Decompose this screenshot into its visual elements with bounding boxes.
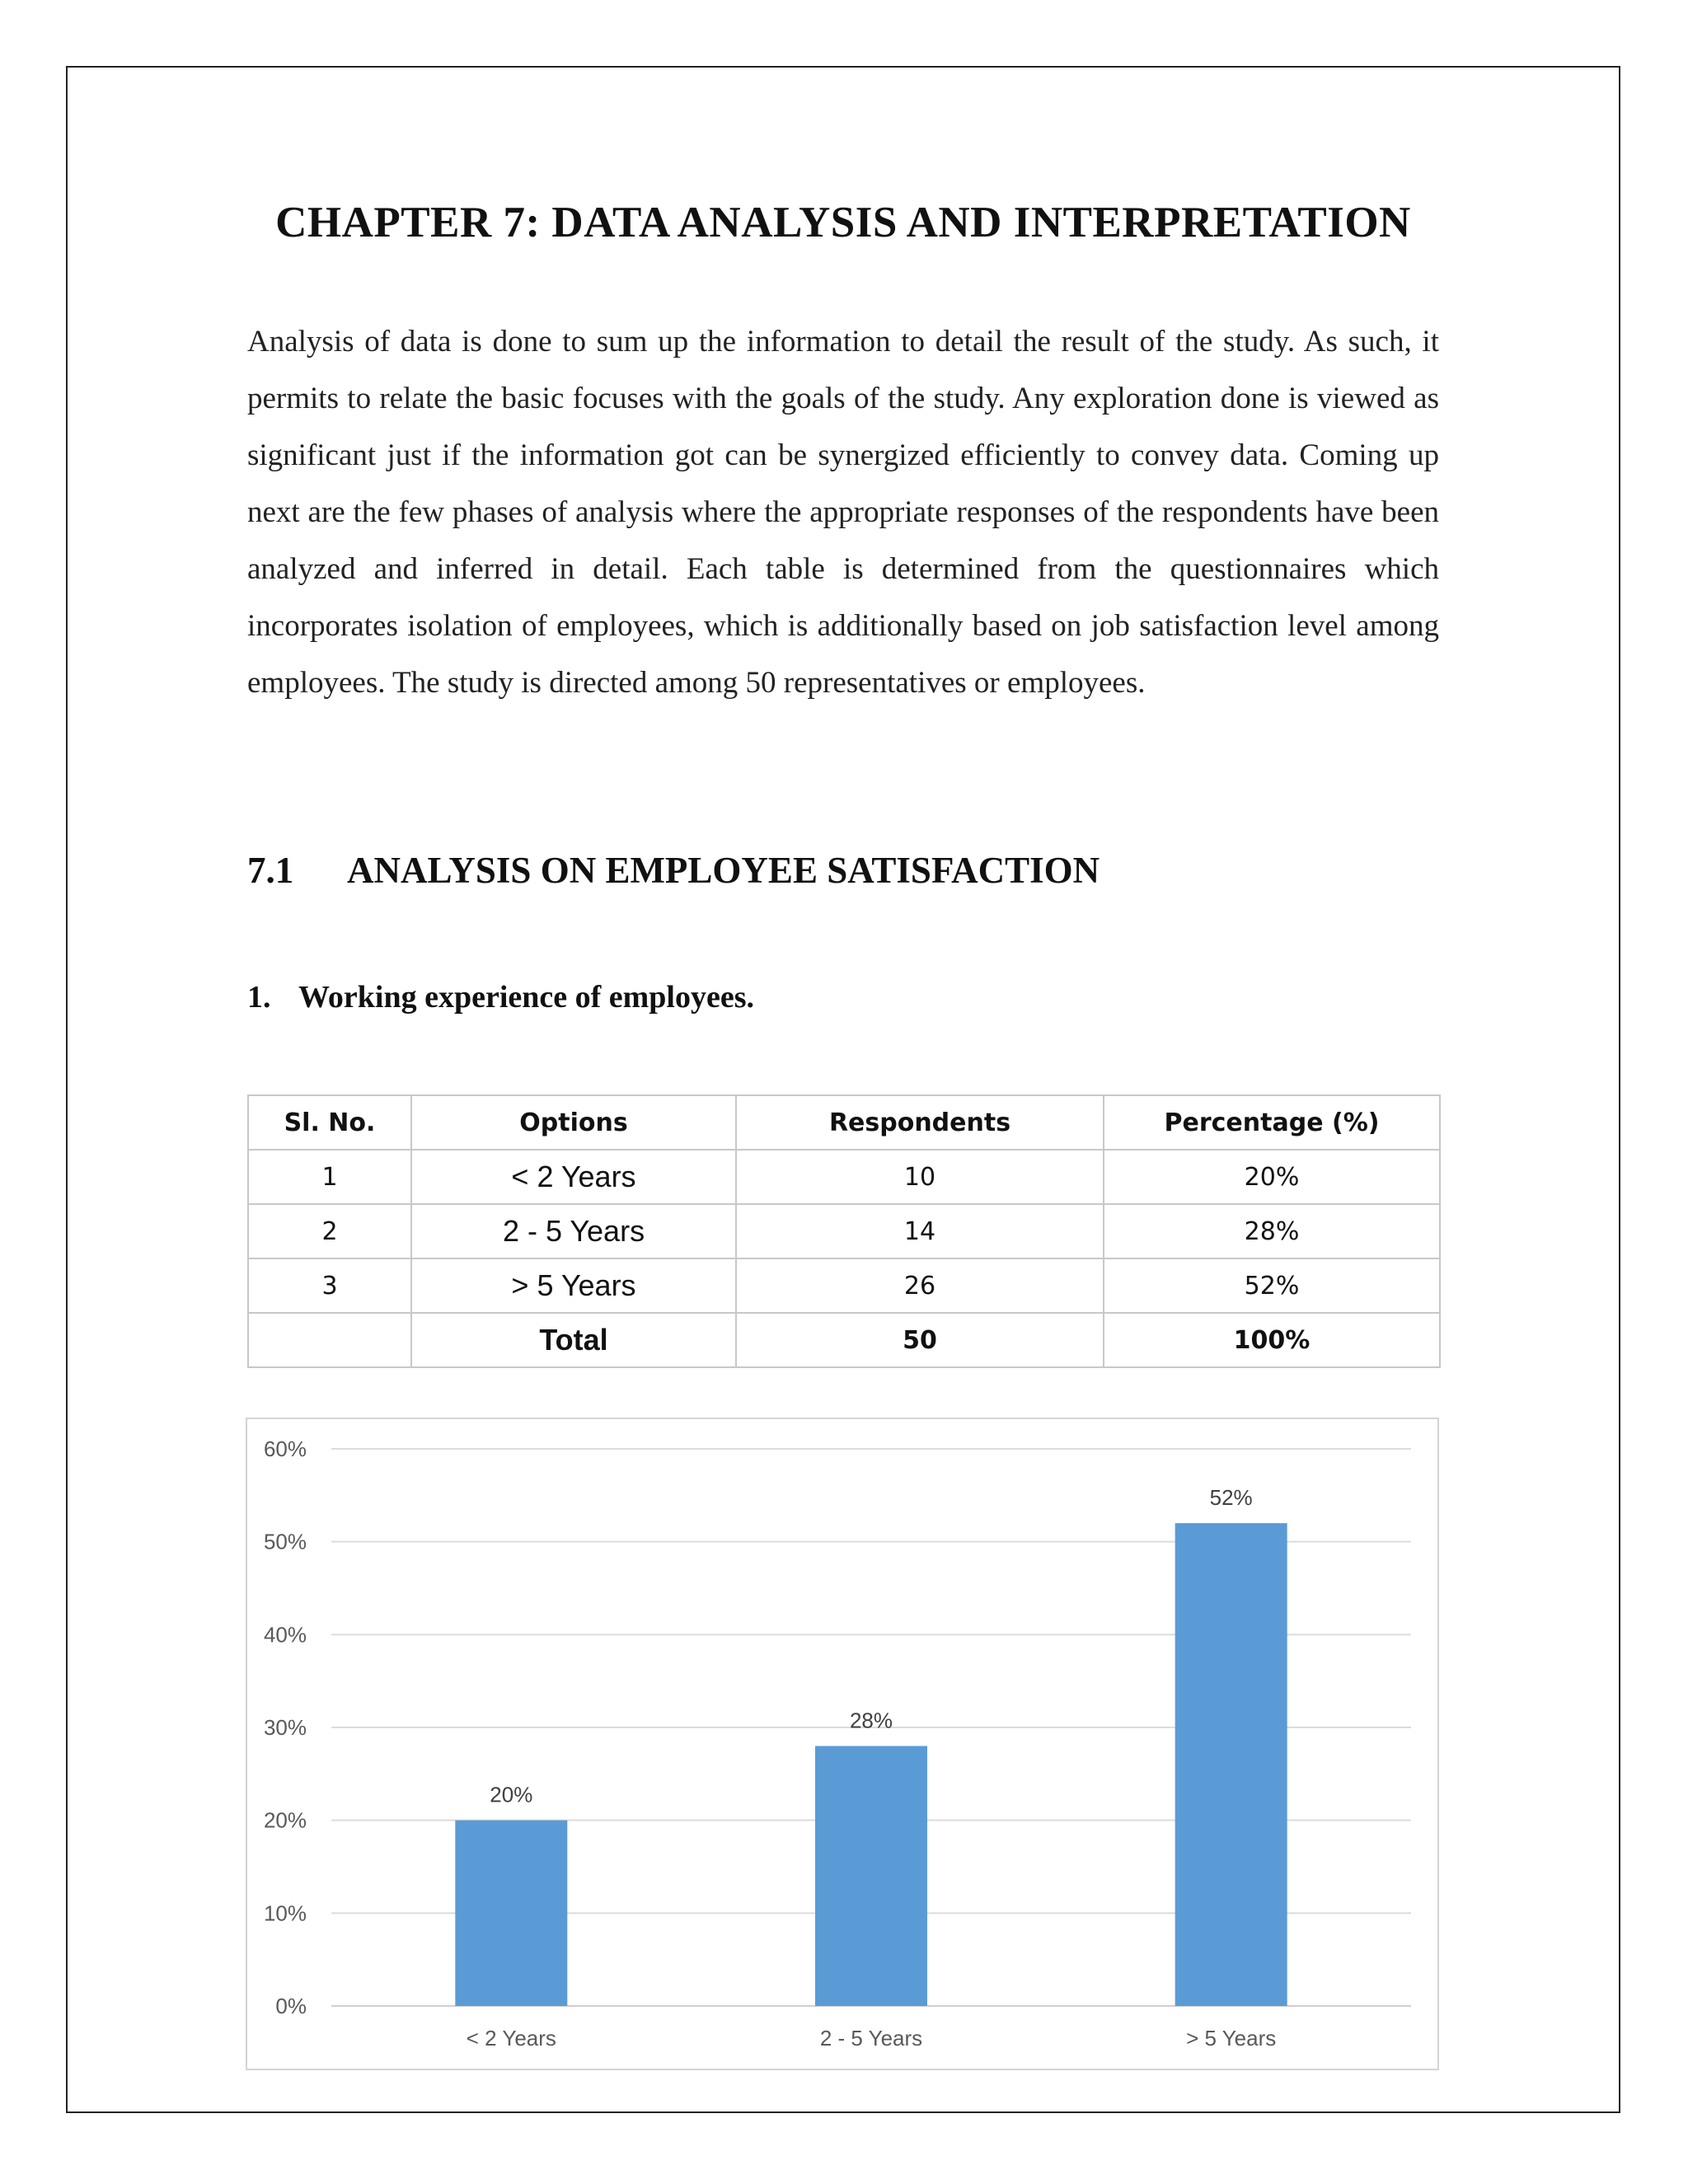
subsection-heading: [247, 979, 754, 1015]
bar: [815, 1746, 927, 2006]
intro-paragraph: Analysis of data is done to sum up the information to detail the result of the study. As such, it permits to relate the basic focuses with the goals of the study. Any exploration done is viewed as significant just if the information got can be synergized efficiently to convey data. Coming up next are the few phases of analysis where the appropriate responses of the respondents have been analyzed and inferred in detail. Each table is determined from the questionnaires which incorporates isolation of employees, which is additionally based on job satisfaction level among employees. The study is directed among 50 representatives or employees.: [247, 325, 1439, 700]
section-number: 7.1: [247, 850, 294, 891]
y-tick-label: 0%: [275, 1994, 307, 2018]
y-tick-label: 30%: [263, 1715, 307, 1740]
x-tick-label: > 5 Years: [1186, 2026, 1277, 2050]
table-cell: 3: [248, 1258, 411, 1313]
table-total-row: [248, 1313, 1440, 1367]
table-header-cell: Options: [411, 1095, 736, 1150]
table-cell: > 5 Years: [411, 1258, 736, 1313]
bar: [455, 1821, 567, 2006]
table-row: [248, 1258, 1440, 1313]
table-header-cell: Percentage (%): [1104, 1095, 1440, 1150]
table-cell: 20%: [1104, 1150, 1440, 1204]
table-row: [248, 1150, 1440, 1204]
table-cell: 26: [736, 1258, 1104, 1313]
table-cell: < 2 Years: [411, 1150, 736, 1204]
bar: [1175, 1523, 1287, 2006]
table-cell: Total: [411, 1313, 736, 1367]
table-row: [248, 1204, 1440, 1258]
x-tick-label: < 2 Years: [466, 2026, 556, 2050]
bar-chart: [246, 1418, 1439, 2070]
table-cell: 50: [736, 1313, 1104, 1367]
table-cell: [248, 1313, 411, 1367]
table-cell: 14: [736, 1204, 1104, 1258]
y-tick-label: 40%: [263, 1622, 307, 1647]
experience-table: [247, 1094, 1441, 1368]
table-header-row: [248, 1095, 1440, 1150]
section-title: ANALYSIS ON EMPLOYEE SATISFACTION: [347, 850, 1100, 891]
data-label: 28%: [849, 1708, 893, 1733]
section-heading: [247, 849, 1100, 892]
y-tick-label: 60%: [263, 1436, 307, 1461]
x-tick-label: 2 - 5 Years: [819, 2026, 923, 2050]
chapter-title: CHAPTER 7: DATA ANALYSIS AND INTERPRETATION: [275, 199, 1411, 246]
bar-chart-svg: [247, 1419, 1437, 2069]
table-header-cell: Respondents: [736, 1095, 1104, 1150]
subsection-number: 1.: [247, 980, 271, 1015]
data-label: 20%: [490, 1782, 533, 1807]
table-cell: 1: [248, 1150, 411, 1204]
data-label: 52%: [1209, 1485, 1253, 1511]
table-cell: 52%: [1104, 1258, 1440, 1313]
table-cell: 100%: [1104, 1313, 1440, 1367]
y-tick-label: 20%: [263, 1807, 307, 1833]
table-cell: 10: [736, 1150, 1104, 1204]
subsection-title: Working experience of employees.: [298, 980, 755, 1015]
table-header-cell: Sl. No.: [248, 1095, 411, 1150]
y-tick-label: 50%: [263, 1529, 307, 1554]
y-tick-label: 10%: [263, 1900, 307, 1926]
table-cell: 2 - 5 Years: [411, 1204, 736, 1258]
table-cell: 2: [248, 1204, 411, 1258]
table-cell: 28%: [1104, 1204, 1440, 1258]
